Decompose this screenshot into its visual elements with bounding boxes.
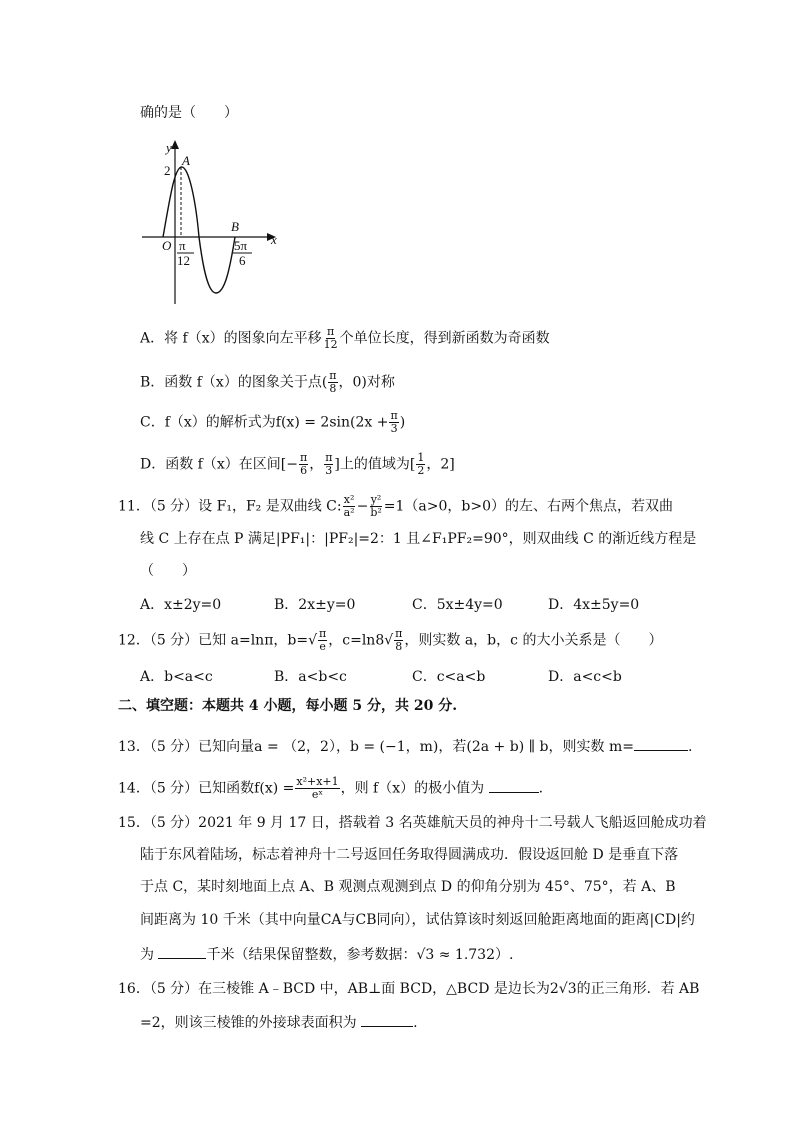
q10-a-post: 个单位长度，得到新函数为奇函数 bbox=[339, 330, 550, 347]
q10-b-pre: B．函数 f（x）的图象关于点( bbox=[140, 374, 328, 391]
q10-d-den2: 3 bbox=[325, 464, 333, 477]
q11-pre: 11．（5 分）设 F₁，F₂ 是双曲线 C: bbox=[118, 498, 342, 515]
q15-line2: 陆于东风着陆场，标志着神舟十二号返回任务取得圆满成功．假设返回舱 D 是垂直下落 bbox=[140, 847, 679, 863]
x-axis-label: x bbox=[271, 232, 277, 247]
q14-pre: 14．（5 分）已知函数f(x) = bbox=[118, 780, 295, 797]
point-a-label: A bbox=[182, 153, 190, 168]
q12-option-a: A．b<a<c bbox=[140, 669, 213, 685]
x-tick1-den: 12 bbox=[177, 253, 190, 268]
q12-c-frac bbox=[394, 628, 403, 653]
q11-num1: x² bbox=[343, 493, 355, 506]
q10-c-num: π bbox=[390, 409, 398, 422]
q10-a-frac bbox=[323, 326, 339, 351]
q11-post: =1（a>0，b>0）的左、右两个焦点，若双曲 bbox=[383, 498, 673, 515]
q14-den: eˣ bbox=[311, 788, 324, 801]
q12-b-frac bbox=[318, 628, 327, 653]
q10-d-pre: D．函数 f（x）在区间[− bbox=[140, 456, 298, 473]
q10-stem-tail: 确的是（ ） bbox=[140, 105, 238, 121]
q12-c-den: 8 bbox=[395, 640, 403, 653]
q10-c-den: 3 bbox=[390, 422, 398, 435]
q15-line5 bbox=[140, 944, 513, 964]
q10-c-post: ) bbox=[399, 414, 406, 431]
q15-line4: 间距离为 10 千米（其中向量CA与CB同向），试估算该时刻返回舱距离地面的距离|CD|约 bbox=[140, 912, 695, 928]
q12-c-sqrt: √ bbox=[384, 632, 394, 649]
q16-line1: 16．（5 分）在三棱锥 A﹣BCD 中，AB⊥面 BCD，△BCD 是边长为2√3的正三角形．若 AB bbox=[118, 981, 700, 997]
q11-option-a: A．x±2y=0 bbox=[140, 597, 222, 613]
q12-stem bbox=[118, 628, 662, 653]
q11-minus: − bbox=[356, 498, 369, 515]
q10-a-num: π bbox=[327, 325, 335, 338]
q10-option-b bbox=[140, 370, 395, 395]
q10-d-post: ，2] bbox=[426, 456, 455, 473]
q15-l5-pre: 为 bbox=[140, 947, 154, 963]
q15-line1: 15．（5 分）2021 年 9 月 17 日，搭载着 3 名英雄航天员的神舟十二号载人飞船返回舱成功着 bbox=[118, 815, 707, 831]
x-tick1-num: π bbox=[179, 238, 186, 253]
q10-option-d bbox=[140, 452, 455, 477]
q13-answer-blank bbox=[634, 736, 688, 751]
q10-d-mid: ， bbox=[309, 456, 324, 473]
q12-post: ，则实数 a，b，c 的大小关系是（ ） bbox=[404, 632, 663, 649]
q10-d-num1: π bbox=[299, 451, 308, 464]
q16-line2 bbox=[140, 1012, 418, 1032]
q14-end: . bbox=[538, 780, 544, 797]
q12-b-den: e bbox=[319, 640, 326, 653]
section-2-heading: 二、填空题：本题共 4 小题，每小题 5 分，共 20 分. bbox=[118, 698, 458, 714]
q10-option-c bbox=[140, 410, 405, 435]
q10-b-post: ，0)对称 bbox=[338, 374, 395, 391]
q14-post: ，则 f（x）的极小值为 bbox=[340, 780, 485, 797]
q14-stem bbox=[118, 776, 543, 801]
q13-stem bbox=[118, 736, 692, 756]
q10-d-num2: π bbox=[325, 451, 333, 464]
q13-text: 13．（5 分）已知向量a = （2，2），b = (−1，m)，若(2a + b) ∥ b，则实数 m= bbox=[118, 739, 634, 755]
q10-b-den: 8 bbox=[329, 382, 337, 395]
y-tick-2: 2 bbox=[164, 163, 171, 178]
y-axis-label: y bbox=[166, 140, 172, 155]
q12-mid: ，c=ln8 bbox=[328, 632, 385, 649]
y-axis-arrow bbox=[171, 140, 179, 149]
q10-d-mid2: ]上的值域为[ bbox=[334, 456, 416, 473]
q12-b-num: π bbox=[319, 627, 327, 640]
q13-end: . bbox=[687, 739, 693, 755]
x-tick2-num: 5π bbox=[234, 238, 248, 253]
q10-a-den: 12 bbox=[323, 338, 338, 351]
q10-d-frac3 bbox=[416, 452, 425, 477]
q10-d-frac2 bbox=[324, 452, 333, 477]
sine-curve bbox=[163, 167, 235, 293]
q10-option-a bbox=[140, 326, 550, 351]
q15-l5-post: 千米（结果保留整数，参考数据：√3 ≈ 1.732）. bbox=[206, 947, 514, 963]
q16-end: . bbox=[413, 1015, 418, 1031]
q16-answer-blank bbox=[361, 1012, 413, 1027]
q11-line2: 线 C 上存在点 P 满足|PF₁|：|PF₂|=2：1 且∠F₁PF₂=90°，则双曲线 C 的渐近线方程是 bbox=[140, 531, 697, 547]
q12-b-sqrt: √ bbox=[308, 632, 318, 649]
q11-option-d: D．4x±5y=0 bbox=[548, 597, 640, 613]
q14-frac bbox=[295, 776, 339, 801]
q12-c-num: π bbox=[395, 627, 403, 640]
q12-option-d: D．a<c<b bbox=[548, 669, 622, 685]
q16-l2-pre: =2，则该三棱锥的外接球表面积为 bbox=[140, 1015, 357, 1031]
q10-b-num: π bbox=[329, 369, 337, 382]
q12-option-b: B．a<b<c bbox=[274, 669, 347, 685]
q14-answer-blank bbox=[489, 778, 539, 793]
q10-d-den3: 2 bbox=[417, 464, 425, 477]
q14-num: x²+x+1 bbox=[296, 775, 339, 788]
q12-pre: 12．（5 分）已知 a=lnπ，b= bbox=[118, 632, 309, 649]
q11-option-c: C．5x±4y=0 bbox=[412, 597, 503, 613]
q10-b-frac bbox=[328, 370, 337, 395]
q10-d-num3: 1 bbox=[417, 451, 425, 464]
q11-den1: a² bbox=[343, 506, 355, 519]
q10-c-pre: C．f（x）的解析式为f(x) = 2sin(2x + bbox=[140, 414, 389, 431]
q15-line3: 于点 C，某时刻地面上点 A、B 观测点观测到点 D 的仰角分别为 45°、75°，若 A、B bbox=[140, 879, 676, 895]
q10-d-frac1 bbox=[299, 452, 308, 477]
q15-answer-blank bbox=[158, 944, 206, 959]
point-b-label: B bbox=[231, 219, 239, 234]
q10-a-pre: A．将 f（x）的图象向左平移 bbox=[140, 330, 322, 347]
origin-label: O bbox=[162, 238, 172, 253]
q12-option-c: C．c<a<b bbox=[412, 669, 486, 685]
x-tick2-den: 6 bbox=[239, 253, 246, 268]
q11-frac1 bbox=[343, 494, 356, 519]
q11-line3: （ ） bbox=[140, 563, 196, 579]
q11-option-b: B．2x±y=0 bbox=[274, 597, 356, 613]
function-graph bbox=[140, 138, 290, 308]
q11-line1 bbox=[118, 494, 673, 519]
q11-num2: y² bbox=[370, 493, 382, 506]
q10-d-den1: 6 bbox=[300, 464, 308, 477]
q10-c-frac bbox=[389, 410, 398, 435]
q11-frac2 bbox=[369, 494, 382, 519]
q11-den2: b² bbox=[370, 506, 382, 519]
